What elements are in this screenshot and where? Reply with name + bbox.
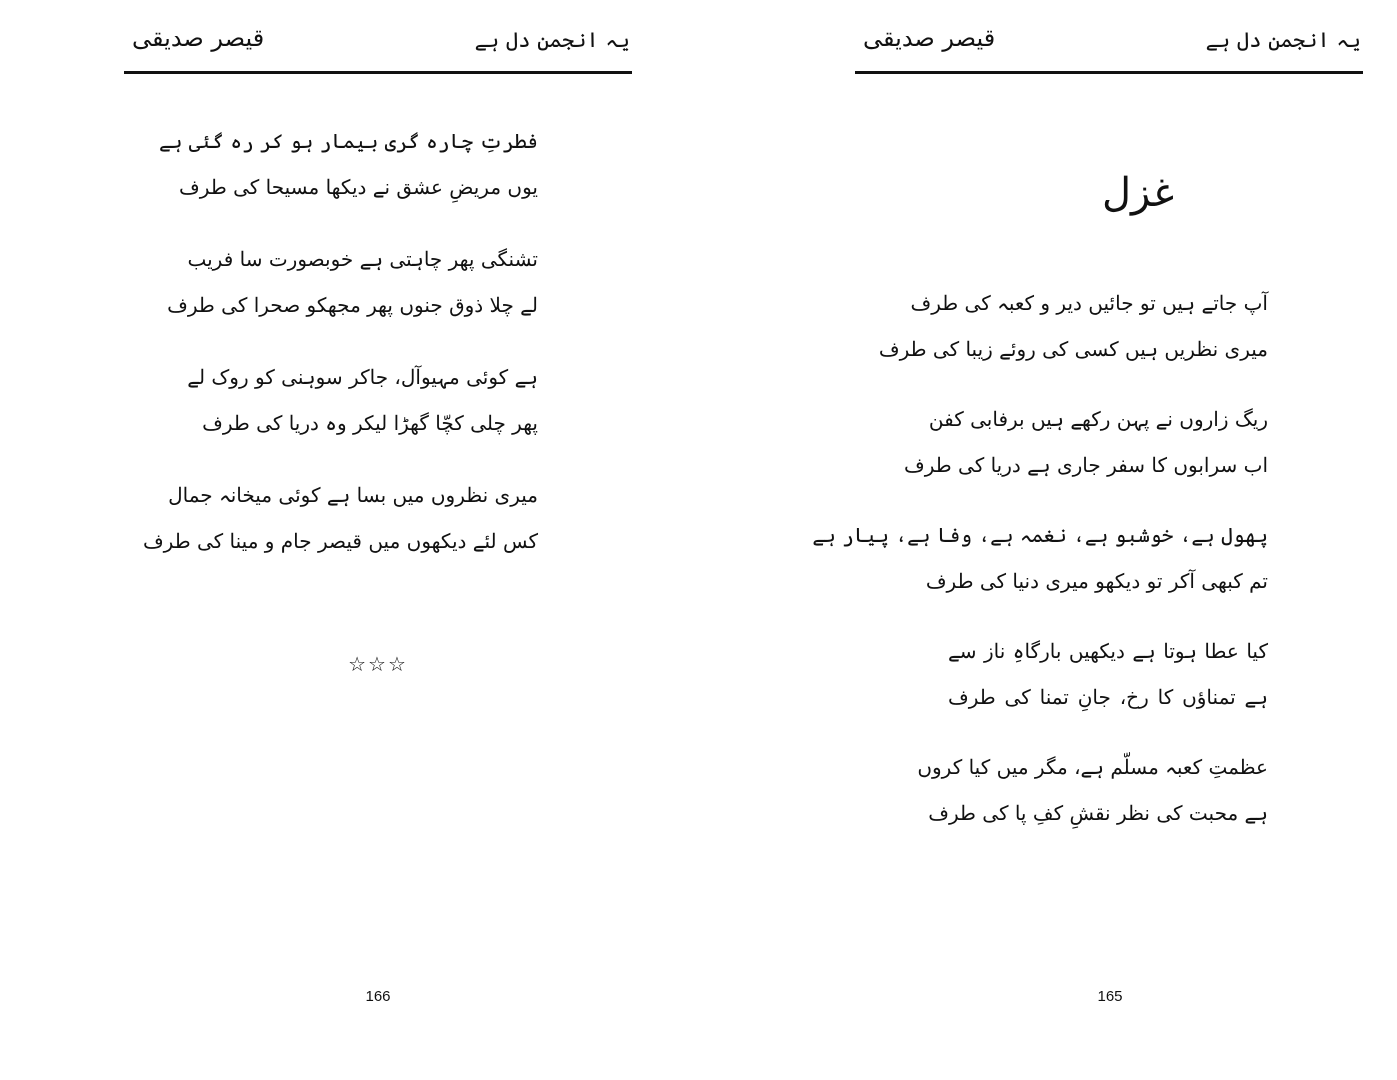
verse-line: میری نظریں ہیں کسی کی روئے زیبا کی طرف (878, 337, 1268, 361)
verse-line: میری نظروں میں بسا ہے کوئی میخانہ جمال (168, 483, 538, 507)
verse-line: تشنگی پھر چاہتی ہے خوبصورت سا فریب (187, 247, 538, 271)
page-header (855, 18, 1363, 74)
poem (142, 129, 538, 602)
header-rule (124, 71, 632, 74)
poem-title: غزل (1101, 170, 1175, 216)
couplet (167, 247, 538, 317)
book-title: یہ انجمن دل ہے (474, 28, 630, 52)
couplet (948, 640, 1268, 708)
verse-line: عظمتِ کعبہ مسلّم ہے، مگر میں کیا کروں (917, 755, 1268, 779)
couplet (878, 291, 1268, 361)
verse-line: کس لئے دیکھوں میں قیصر جام و مینا کی طرف (142, 529, 538, 553)
left-page (0, 0, 698, 1080)
couplet (159, 129, 538, 199)
verse-line: ہے تمناؤں کا رخ، جانِ تمنا کی طرف (948, 685, 1268, 709)
poem (812, 291, 1268, 872)
couplet (812, 523, 1268, 593)
star-ornament: ☆☆☆ (348, 652, 408, 676)
verse-line: پھر چلی کچّا گھڑا لیکر وہ دریا کی طرف (202, 411, 538, 435)
author-name: قیصر صدیقی (863, 24, 996, 52)
verse-line: ہے محبت کی نظر نقشِ کفِ پا کی طرف (928, 801, 1268, 825)
couplet (187, 365, 538, 435)
page-header (124, 18, 632, 74)
couplet (142, 483, 538, 553)
verse-line: ریگ زاروں نے پہن رکھے ہیں برفابی کفن (928, 407, 1268, 431)
verse-line: یوں مریضِ عشق نے دیکھا مسیحا کی طرف (179, 175, 538, 199)
verse-line: لے چلا ذوق جنوں پھر مجھکو صحرا کی طرف (167, 293, 538, 317)
verse-line: آپ جاتے ہیں تو جائیں دیر و کعبہ کی طرف (910, 291, 1268, 315)
verse-line: تم کبھی آکر تو دیکھو میری دنیا کی طرف (925, 569, 1268, 593)
book-title: یہ انجمن دل ہے (1205, 28, 1361, 52)
couplet (917, 755, 1268, 825)
verse-line: پھول ہے، خوشبو ہے، نغمہ ہے، وفا ہے، پیار ہے (812, 523, 1268, 547)
right-page (698, 0, 1397, 1080)
couplet (903, 407, 1268, 477)
verse-line: ہے کوئی مہیوآل، جاکر سوہنی کو روک لے (187, 365, 538, 389)
page-number: 166 (365, 988, 391, 1005)
author-name: قیصر صدیقی (132, 24, 265, 52)
verse-line: فطرتِ چارہ گری بیمار ہو کر رہ گئی ہے (159, 129, 538, 153)
header-rule (855, 71, 1363, 74)
verse-line: اب سرابوں کا سفر جاری ہے دریا کی طرف (903, 453, 1268, 477)
page-number: 165 (1097, 988, 1123, 1005)
verse-line: کیا عطا ہوتا ہے دیکھیں بارگاہِ ناز سے (948, 639, 1268, 663)
